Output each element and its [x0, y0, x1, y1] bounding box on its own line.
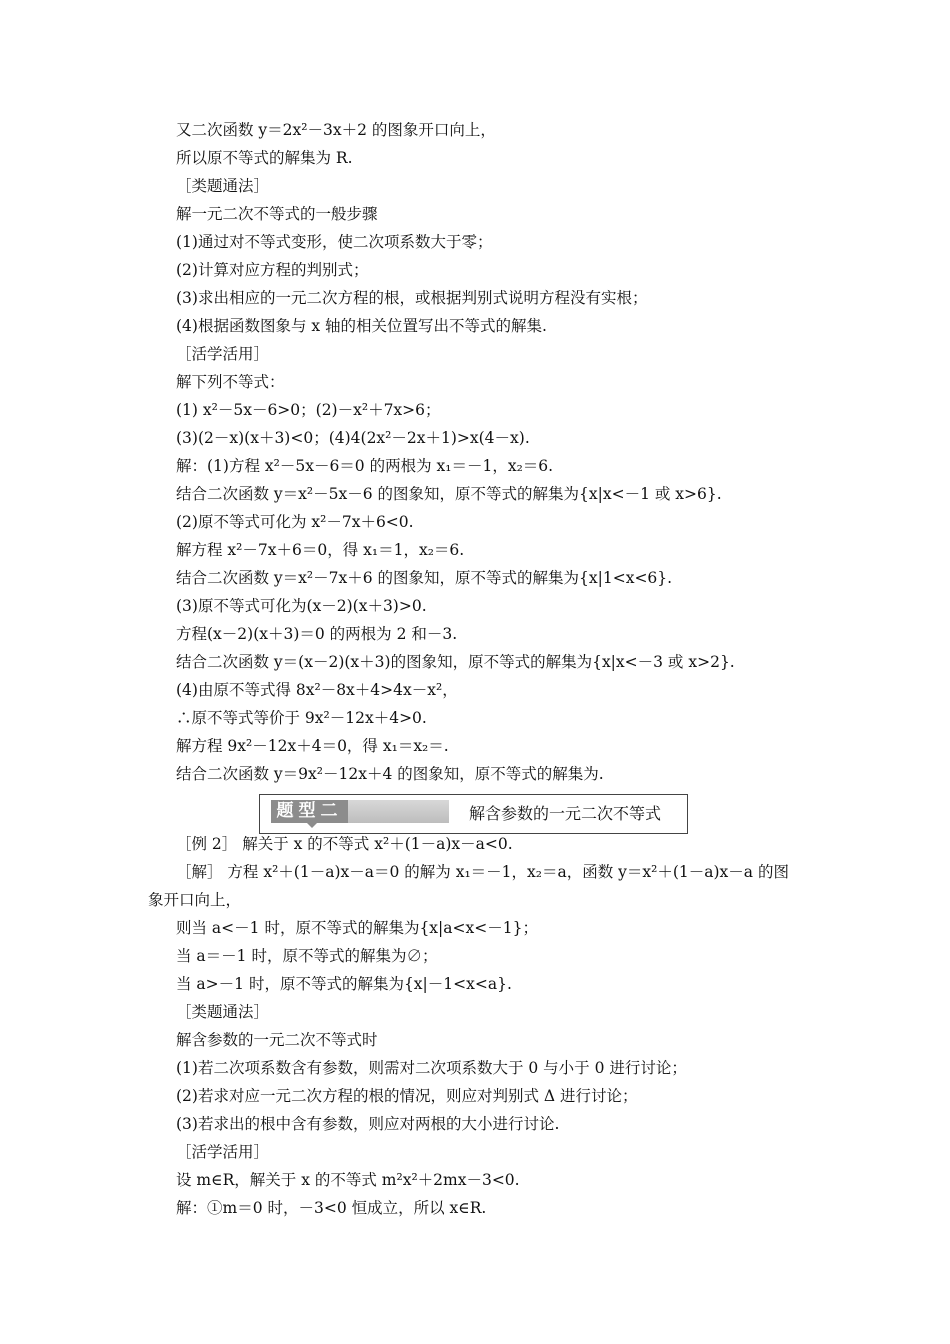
text-line: 所以原不等式的解集为 R.: [176, 149, 353, 167]
text-line: (2)原不等式可化为 x²－7x＋6<0.: [176, 513, 414, 531]
text-line: ［类题通法］: [176, 1003, 270, 1021]
text-line: ［活学活用］: [176, 345, 270, 363]
text-line: 结合二次函数 y＝x²－5x－6 的图象知，原不等式的解集为{x|x<－1 或 x>6}.: [176, 485, 722, 503]
text-line: 结合二次函数 y＝(x－2)(x＋3)的图象知，原不等式的解集为{x|x<－3 或 x>2}.: [176, 653, 735, 671]
section-banner: [259, 794, 688, 834]
text-line: ［类题通法］: [176, 177, 270, 195]
text-line: (2)若求对应一元二次方程的根的情况，则应对判别式 Δ 进行讨论；: [176, 1087, 638, 1105]
text-line: 解：(1)方程 x²－5x－6＝0 的两根为 x₁＝－1，x₂＝6.: [176, 457, 554, 475]
section-title: 解含参数的一元二次不等式: [469, 804, 662, 823]
text-line: 解一元二次不等式的一般步骤: [176, 205, 378, 223]
tag-pointer-icon: [307, 823, 317, 828]
text-line: ∴原不等式等价于 9x²－12x＋4>0.: [176, 709, 427, 727]
text-line: 解：①m＝0 时，－3<0 恒成立，所以 x∈R.: [176, 1199, 487, 1217]
text-line: (4)根据函数图象与 x 轴的相关位置写出不等式的解集.: [176, 317, 547, 335]
text-line: ［例 2］ 解关于 x 的不等式 x²＋(1－a)x－a<0.: [176, 835, 513, 853]
text-line: (2)计算对应方程的判别式；: [176, 261, 369, 279]
text-line: (1)若二次项系数含有参数，则需对二次项系数大于 0 与小于 0 进行讨论；: [176, 1059, 687, 1077]
text-line: (1) x²－5x－6>0；(2)－x²＋7x>6；: [176, 401, 441, 419]
text-line: (3)(2－x)(x＋3)<0；(4)4(2x²－2x＋1)>x(4－x).: [176, 429, 530, 447]
text-line: 设 m∈R，解关于 x 的不等式 m²x²＋2mx－3<0.: [176, 1171, 520, 1189]
text-line: 解方程 9x²－12x＋4＝0，得 x₁＝x₂＝.: [176, 737, 449, 755]
text-line: ［活学活用］: [176, 1143, 270, 1161]
text-line: 则当 a<－1 时，原不等式的解集为{x|a<x<－1}；: [176, 919, 538, 937]
text-line: 结合二次函数 y＝9x²－12x＋4 的图象知，原不等式的解集为.: [176, 765, 604, 783]
text-line: 方程(x－2)(x＋3)＝0 的两根为 2 和－3.: [176, 625, 458, 643]
text-line: ［解］ 方程 x²＋(1－a)x－a＝0 的解为 x₁＝－1，x₂＝a，函数 y＝x²＋(1－a)x－a 的图: [176, 863, 789, 881]
text-line: 解方程 x²－7x＋6＝0，得 x₁＝1，x₂＝6.: [176, 541, 465, 559]
text-line: 解含参数的一元二次不等式时: [176, 1031, 378, 1049]
text-line: 象开口向上，: [148, 891, 242, 909]
text-line: (3)若求出的根中含有参数，则应对两根的大小进行讨论.: [176, 1115, 560, 1133]
text-line: 解下列不等式：: [176, 373, 285, 391]
text-line: 当 a>－1 时，原不等式的解集为{x|－1<x<a}.: [176, 975, 512, 993]
text-line: 结合二次函数 y＝x²－7x＋6 的图象知，原不等式的解集为{x|1<x<6}.: [176, 569, 673, 587]
text-line: (3)求出相应的一元二次方程的根，或根据判别式说明方程没有实根；: [176, 289, 648, 307]
section-tag: [271, 800, 449, 823]
text-line: (3)原不等式可化为(x－2)(x＋3)>0.: [176, 597, 427, 615]
section-tag-label: 题型二: [271, 800, 348, 823]
text-line: 当 a＝－1 时，原不等式的解集为∅；: [176, 947, 438, 965]
text-line: (4)由原不等式得 8x²－8x＋4>4x－x²，: [176, 681, 458, 699]
text-line: (1)通过对不等式变形，使二次项系数大于零；: [176, 233, 493, 251]
text-line: 又二次函数 y＝2x²－3x＋2 的图象开口向上，: [176, 121, 496, 139]
